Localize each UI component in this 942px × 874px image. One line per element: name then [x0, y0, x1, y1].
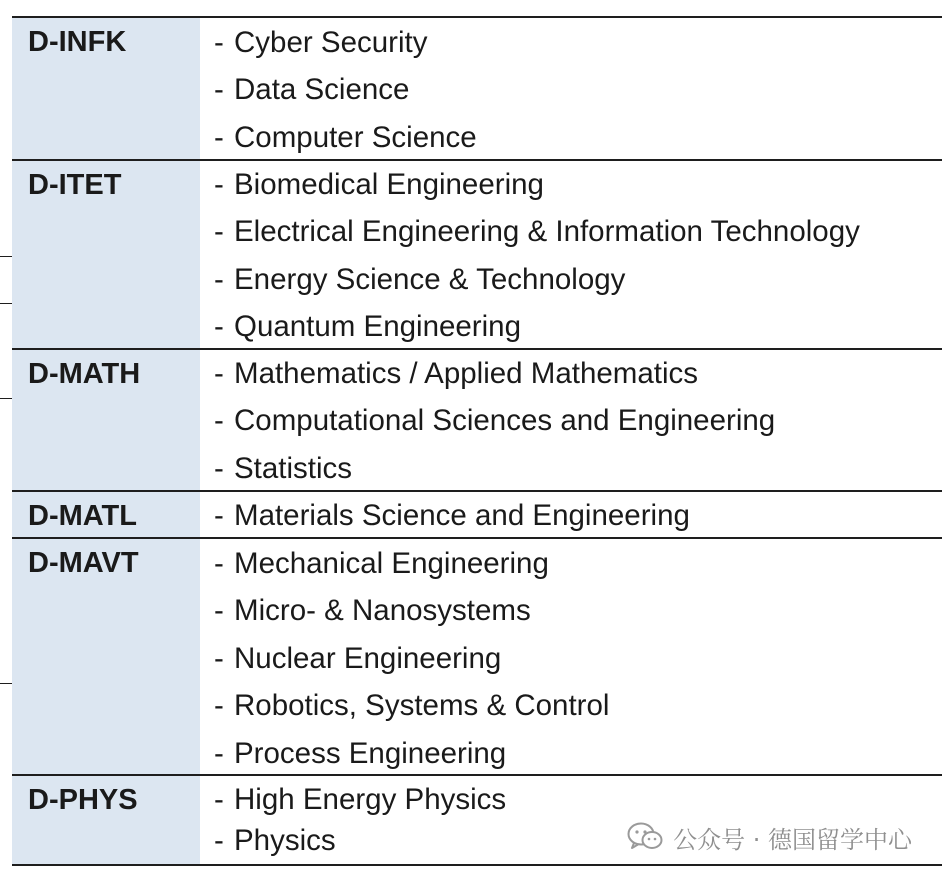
department-code: D-MATL [28, 500, 137, 532]
program-label: Cyber Security [234, 26, 428, 59]
program-list [200, 161, 942, 351]
program-item [214, 19, 942, 66]
list-dash: - [214, 641, 224, 675]
program-item [214, 303, 942, 350]
program-label: Data Science [234, 73, 410, 107]
program-label: Materials Science and Engineering [234, 499, 690, 532]
program-item [214, 635, 942, 682]
department-code: D-MAVT [28, 547, 139, 579]
program-label: Robotics, Systems & Control [234, 689, 610, 723]
program-list [200, 19, 942, 161]
list-dash: - [214, 310, 224, 344]
program-label: Energy Science & Technology [234, 262, 626, 296]
program-item [214, 397, 942, 444]
program-item [214, 540, 942, 587]
department-code: D-MATH [28, 358, 141, 390]
wechat-icon [627, 822, 663, 852]
program-item [214, 161, 942, 208]
program-label: Micro- & Nanosystems [234, 594, 531, 628]
watermark-text: 公众号 · 德国留学中心 [673, 825, 912, 854]
program-item [214, 256, 942, 303]
program-label: Nuclear Engineering [234, 641, 502, 675]
list-dash: - [214, 168, 224, 201]
department-cell [12, 350, 200, 490]
program-label: Statistics [234, 451, 353, 485]
department-cell [12, 776, 200, 864]
list-dash: - [214, 262, 224, 296]
list-dash: - [214, 824, 224, 857]
program-label: Biomedical Engineering [234, 168, 544, 201]
edge-tick [0, 398, 12, 399]
program-list [200, 350, 942, 492]
program-item [214, 208, 942, 255]
list-dash: - [214, 547, 224, 580]
program-list [200, 540, 942, 777]
list-dash: - [214, 120, 224, 154]
edge-tick [0, 683, 12, 684]
edge-tick [0, 256, 12, 257]
program-item [214, 730, 942, 777]
program-item [214, 114, 942, 161]
program-item [214, 777, 942, 819]
list-dash: - [214, 26, 224, 59]
program-label: Quantum Engineering [234, 310, 521, 344]
program-label: Computer Science [234, 120, 477, 154]
program-item [214, 492, 942, 539]
program-label: Computational Sciences and Engineering [234, 404, 776, 438]
program-label: Physics [234, 824, 336, 857]
department-code: D-ITET [28, 169, 122, 201]
department-cell [12, 492, 200, 537]
watermark [627, 818, 912, 856]
department-cell [12, 18, 200, 159]
department-code: D-INFK [28, 26, 127, 58]
list-dash: - [214, 736, 224, 770]
list-dash: - [214, 594, 224, 628]
department-cell [12, 539, 200, 774]
list-dash: - [214, 689, 224, 723]
list-dash: - [214, 451, 224, 485]
table-bottom-border [12, 864, 942, 866]
program-item [214, 66, 942, 113]
program-label: Mathematics / Applied Mathematics [234, 357, 699, 390]
program-label: High Energy Physics [234, 783, 507, 816]
list-dash: - [214, 73, 224, 107]
department-cell [12, 161, 200, 348]
program-label: Electrical Engineering & Information Technology [234, 215, 860, 249]
program-list [200, 492, 942, 539]
program-item [214, 682, 942, 729]
program-item [214, 445, 942, 492]
department-code: D-PHYS [28, 784, 138, 816]
edge-tick [0, 303, 12, 304]
program-label: Process Engineering [234, 736, 507, 770]
list-dash: - [214, 499, 224, 532]
list-dash: - [214, 783, 224, 816]
list-dash: - [214, 357, 224, 390]
program-label: Mechanical Engineering [234, 547, 549, 580]
list-dash: - [214, 404, 224, 438]
list-dash: - [214, 215, 224, 249]
program-item [214, 587, 942, 634]
program-item [214, 350, 942, 397]
